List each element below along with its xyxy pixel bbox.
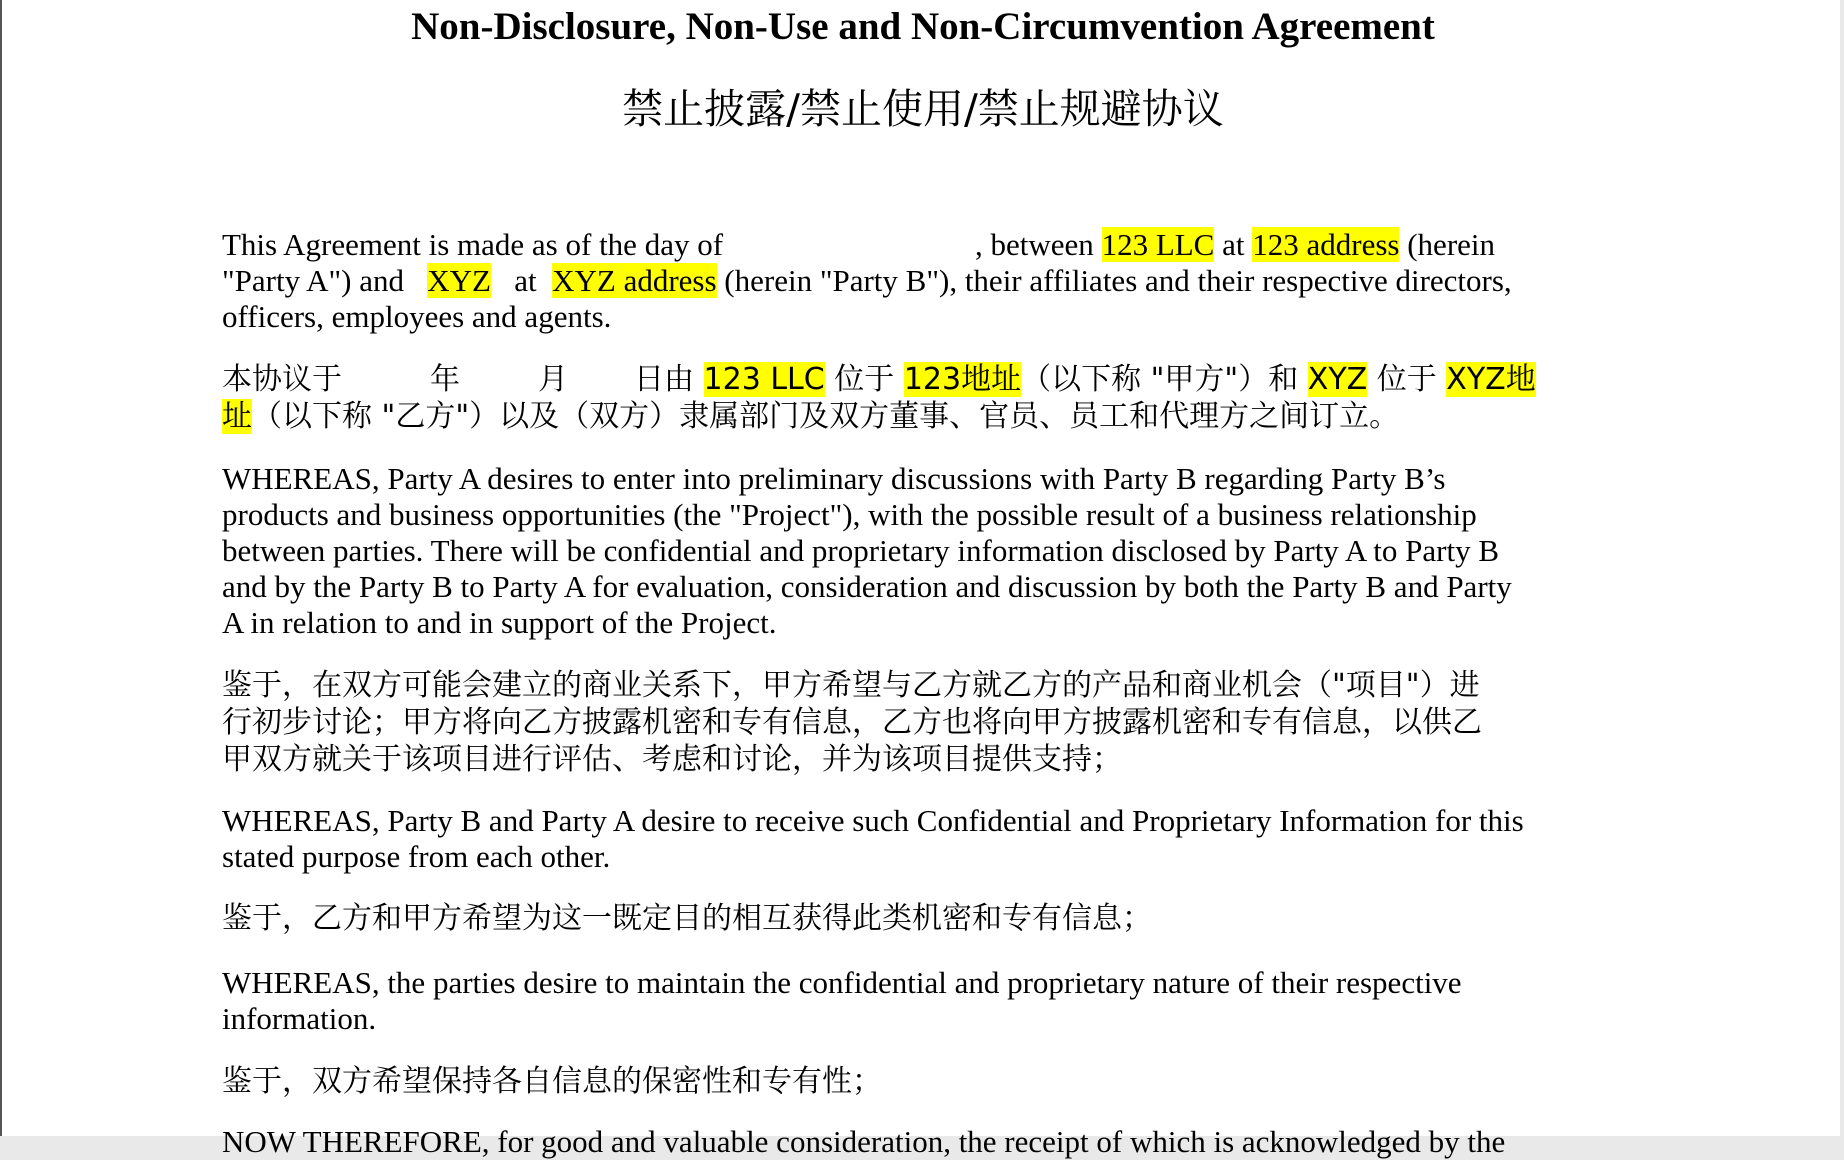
preamble-text: at	[514, 263, 537, 298]
party-b-address-zh-highlight: XYZ地	[1446, 362, 1536, 397]
now-therefore-partial	[222, 1124, 1622, 1160]
party-b-address-highlight: XYZ address	[552, 263, 717, 298]
preamble-zh-text: 本协议于	[222, 362, 342, 397]
preamble-zh-text: 位于	[1376, 362, 1437, 397]
party-a-address-zh-highlight: 123地址	[903, 362, 1022, 397]
preamble-line-3: officers, employees and agents.	[222, 299, 612, 334]
party-b-address-zh-highlight-cont: 址	[222, 399, 252, 434]
party-a-address-highlight: 123 address	[1252, 227, 1400, 262]
party-a-name-zh-highlight: 123 LLC	[703, 362, 825, 397]
document-title-chinese: 禁止披露/禁止使用/禁止规避协议	[622, 85, 1224, 133]
preamble-zh-text: 年	[430, 362, 460, 397]
whereas-1-line: products and business opportunities (the "Project"), with the possible result of a business relationship	[222, 497, 1477, 532]
whereas-3-line: information.	[222, 1001, 377, 1036]
whereas-2-chinese	[222, 900, 1622, 937]
whereas-2-english	[222, 803, 1622, 875]
whereas-3-zh-line: 鉴于，双方希望保持各自信息的保密性和专有性；	[222, 1064, 882, 1099]
whereas-2-line: WHEREAS, Party B and Party A desire to receive such Confidential and Proprietary Information for this	[222, 803, 1524, 838]
preamble-text: at	[1222, 227, 1245, 262]
whereas-3-chinese	[222, 1063, 1622, 1100]
preamble-line-2	[222, 263, 1622, 299]
preamble-text: "Party A") and	[222, 263, 405, 298]
whereas-1-line: and by the Party B to Party A for evaluation, consideration and discussion by both the Party B and Party	[222, 569, 1512, 604]
agreement-preamble-chinese	[222, 361, 1622, 435]
whereas-1-zh-line: 行初步讨论；甲方将向乙方披露机密和专有信息，乙方也将向甲方披露机密和专有信息，以供乙	[222, 705, 1482, 740]
preamble-line-1	[222, 227, 1622, 263]
whereas-1-zh-line: 甲双方就关于该项目进行评估、考虑和讨论，并为该项目提供支持；	[222, 742, 1122, 777]
whereas-3-line: WHEREAS, the parties desire to maintain the confidential and proprietary nature of their respective	[222, 965, 1462, 1000]
preamble-zh-line-1	[222, 361, 1622, 398]
whereas-2-zh-line: 鉴于，乙方和甲方希望为这一既定目的相互获得此类机密和专有信息；	[222, 901, 1152, 936]
now-therefore-line: NOW THEREFORE, for good and valuable consideration, the receipt of which is acknowledged by the	[222, 1124, 1506, 1159]
preamble-text: (herein "Party B"), their affiliates and their respective directors,	[724, 263, 1512, 298]
party-b-name-zh-highlight: XYZ	[1307, 362, 1368, 397]
agreement-preamble-english	[222, 227, 1622, 335]
preamble-zh-text: 月	[538, 362, 568, 397]
preamble-zh-line-2	[222, 398, 1622, 435]
preamble-text: (herein	[1407, 227, 1496, 262]
preamble-zh-text: 位于	[834, 362, 895, 397]
whereas-1-zh-line: 鉴于，在双方可能会建立的商业关系下，甲方希望与乙方就乙方的产品和商业机会（"项目"）进	[222, 668, 1480, 703]
whereas-3-english	[222, 965, 1622, 1037]
preamble-zh-text: （以下称 "乙方"）以及（双方）隶属部门及双方董事、官员、员工和代理方之间订立。	[252, 399, 1400, 434]
whereas-2-line: stated purpose from each other.	[222, 839, 611, 874]
whereas-1-chinese	[222, 667, 1622, 778]
party-a-name-highlight: 123 LLC	[1101, 227, 1215, 262]
preamble-text: , between	[975, 227, 1094, 262]
preamble-zh-text: （以下称 "甲方"）和	[1021, 362, 1299, 397]
preamble-zh-text: 日由	[634, 362, 694, 397]
whereas-1-line: between parties. There will be confidential and proprietary information disclosed by Party A to Party B	[222, 533, 1499, 568]
party-b-name-highlight: XYZ	[427, 263, 491, 298]
preamble-text: This Agreement is made as of the day of	[222, 227, 724, 262]
whereas-1-line: WHEREAS, Party A desires to enter into preliminary discussions with Party B regarding Party B’s	[222, 461, 1446, 496]
whereas-1-english	[222, 461, 1622, 641]
whereas-1-line: A in relation to and in support of the Project.	[222, 605, 777, 640]
document-title-english: Non-Disclosure, Non-Use and Non-Circumvention Agreement	[411, 5, 1435, 48]
